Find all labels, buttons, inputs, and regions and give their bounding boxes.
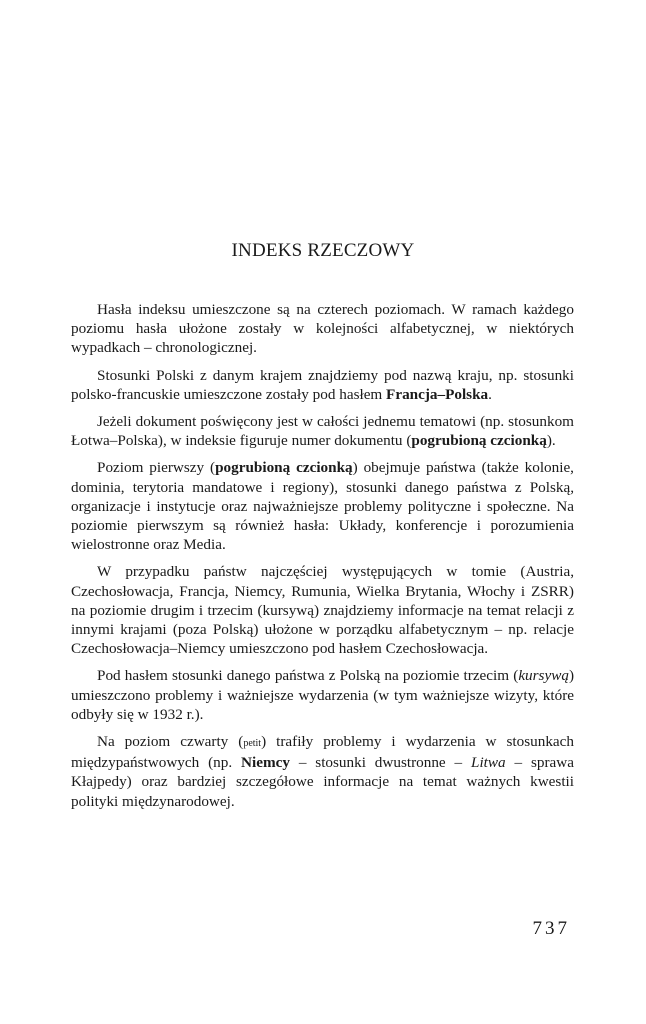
bold-term: Francja–Polska xyxy=(386,385,489,403)
paragraph-text: Stosunki Polski z danym krajem znajdziemy pod nazwą kraju, np. stosunki polsko-francuskie umieszczone zostały pod hasłem xyxy=(71,366,574,403)
paragraph-text: Hasła indeksu umieszczone są na czterech poziomach. W ramach każdego poziomu hasła ułożone zostały w kolejności alfabetycznej, w niektórych wypadkach – chronologicznej. xyxy=(71,301,574,357)
paragraph-text: ). xyxy=(546,432,556,450)
paragraph-text: – sprawa Kłajpedy) oraz bardziej szczegółowe informacje na temat ważnych kwestii polityki międzynarodowej. xyxy=(71,754,574,810)
paragraph-bilateral-relations xyxy=(71,366,574,404)
petit-term: petit xyxy=(243,738,262,750)
paragraph-text: – stosunki dwustronne – xyxy=(289,754,472,772)
paragraph-third-level xyxy=(71,666,574,724)
paragraph-frequent-states xyxy=(71,562,574,658)
index-introduction xyxy=(71,300,574,819)
bold-term: Niemcy xyxy=(241,754,290,772)
paragraph-document-number xyxy=(71,412,574,450)
page-number: 737 xyxy=(532,918,570,939)
paragraph-text: ) obejmuje państwa (także kolonie, dominia, terytoria mandatowe i regiony), stosunki danego państwa z Polską, organizacje i instytucje oraz najważniejsze problemy polityczne i społeczne. Na poziomie pierwszym są również hasła: Układy, konferencje i porozumienia wielostronne oraz Media. xyxy=(71,459,574,554)
paragraph-text: Na poziom czwarty ( xyxy=(97,733,244,751)
paragraph-text: . xyxy=(488,385,492,403)
paragraph-text: W przypadku państw najczęściej występujących w tomie (Austria, Czechosłowacja, Francja, Niemcy, Rumunia, Wielka Brytania, Włochy i ZSRR) na poziomie drugim i trzecim (kursywą) znajdziemy informacje na temat relacji z innymi krajami (poza Polską) ułożone w porządku alfabetycznym – np. relacje Czechosłowacja–Niemcy umieszczono pod hasłem Czechosłowacja. xyxy=(71,563,574,658)
paragraph-text: Jeżeli dokument poświęcony jest w całości jednemu tematowi (np. stosunkom Łotwa–Polska), w indeksie figuruje numer dokumentu ( xyxy=(71,413,574,450)
paragraph-text: ) trafiły problemy i wydarzenia w stosunkach międzypaństwowych (np. xyxy=(71,733,574,772)
paragraph-text: Pod hasłem stosunki danego państwa z Polską na poziomie trzecim ( xyxy=(97,667,519,685)
italic-term: kursywą xyxy=(518,667,569,685)
page-title: INDEKS RZECZOWY xyxy=(231,240,415,261)
bold-term: pogrubioną czcionką xyxy=(215,459,353,477)
paragraph-text: ) umieszczono problemy i ważniejsze wydarzenia (w tym ważniejsze wizyty, które odbyły się w 1932 r.). xyxy=(71,667,574,723)
paragraph-levels xyxy=(71,300,574,358)
italic-term: Litwa xyxy=(471,754,506,772)
paragraph-first-level xyxy=(71,458,574,554)
paragraph-fourth-level xyxy=(71,732,574,811)
paragraph-text: Poziom pierwszy ( xyxy=(97,459,216,477)
bold-term: pogrubioną czcionką xyxy=(411,432,547,450)
